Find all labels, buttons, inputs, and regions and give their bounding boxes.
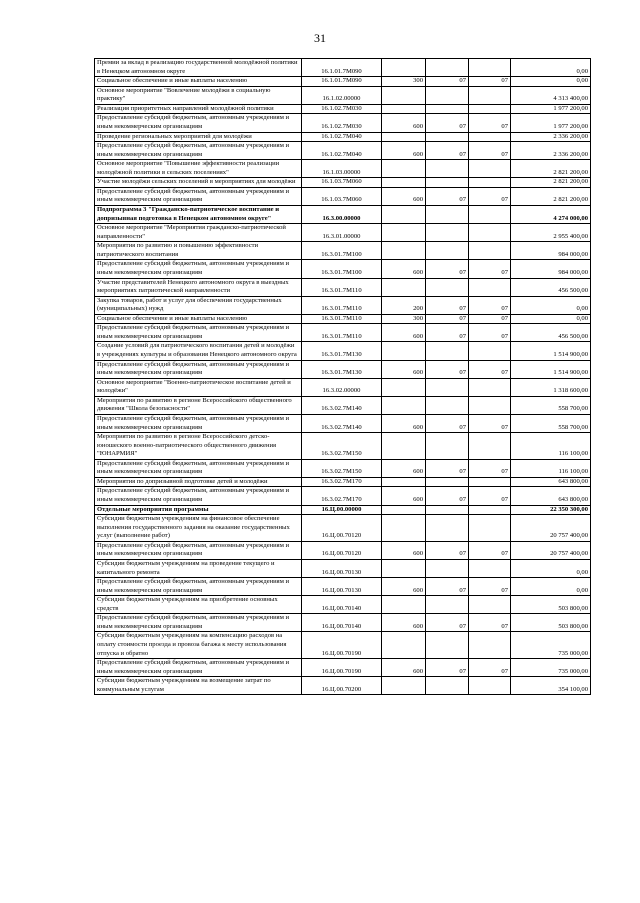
row-expense-type-cell (382, 242, 426, 260)
row-section-cell: 07 (426, 360, 469, 378)
table-row (95, 314, 591, 324)
row-subsection-cell (469, 433, 511, 460)
row-amount-cell: 503 800,00 (511, 596, 591, 614)
row-name-cell: Участие представителей Ненецкого автономного округа в выездных мероприятиях патриотической направленности (95, 278, 302, 296)
row-amount-cell: 2 336 200,00 (511, 142, 591, 160)
row-code-cell: 16.3.02.00000 (302, 378, 382, 396)
row-name-cell: Основное мероприятие "Мероприятия гражданско-патриотической направленности" (95, 224, 302, 242)
row-section-cell: 07 (426, 578, 469, 596)
row-expense-type-cell (382, 596, 426, 614)
row-section-cell: 07 (426, 296, 469, 314)
row-name-cell: Проведение региональных мероприятий для молодёжи (95, 132, 302, 142)
row-section-cell (426, 206, 469, 224)
row-section-cell (426, 160, 469, 178)
row-code-cell: 16.1.03.00000 (302, 160, 382, 178)
row-code-cell: 16.3.01.7М110 (302, 324, 382, 342)
row-subsection-cell (469, 596, 511, 614)
row-section-cell (426, 104, 469, 114)
table-row (95, 342, 591, 360)
table-row (95, 378, 591, 396)
row-amount-cell: 456 500,00 (511, 324, 591, 342)
row-code-cell: 16.1.03.7М060 (302, 178, 382, 188)
table-row (95, 160, 591, 178)
row-expense-type-cell: 600 (382, 541, 426, 559)
row-amount-cell: 2 821 200,00 (511, 178, 591, 188)
row-name-cell: Создание условий для патриотического воспитания детей и молодёжи в учреждениях культуры и образования Ненецкого автономного округа (95, 342, 302, 360)
row-subsection-cell: 07 (469, 360, 511, 378)
row-code-cell: 16.1.03.7М060 (302, 187, 382, 205)
row-code-cell: 16.3.01.7М110 (302, 314, 382, 324)
row-expense-type-cell (382, 104, 426, 114)
row-section-cell (426, 477, 469, 487)
row-section-cell (426, 86, 469, 104)
row-expense-type-cell (382, 224, 426, 242)
row-code-cell: 16.Ц.00.70190 (302, 659, 382, 677)
row-name-cell: Подпрограмма 3 "Гражданско-патриотическое воспитание и допризывная подготовка в Ненецком автономном округе" (95, 206, 302, 224)
row-code-cell: 16.3.02.7М170 (302, 487, 382, 505)
row-amount-cell: 116 100,00 (511, 459, 591, 477)
row-code-cell: 16.Ц.00.70190 (302, 632, 382, 659)
row-amount-cell: 456 500,00 (511, 278, 591, 296)
row-section-cell (426, 342, 469, 360)
row-code-cell: 16.3.01.7М130 (302, 342, 382, 360)
row-subsection-cell: 07 (469, 77, 511, 87)
row-expense-type-cell (382, 477, 426, 487)
row-amount-cell: 354 100,00 (511, 677, 591, 695)
table-row (95, 324, 591, 342)
row-section-cell (426, 378, 469, 396)
row-amount-cell: 2 336 200,00 (511, 132, 591, 142)
row-subsection-cell (469, 104, 511, 114)
row-amount-cell: 503 800,00 (511, 614, 591, 632)
row-amount-cell: 0,00 (511, 59, 591, 77)
row-section-cell (426, 515, 469, 542)
row-code-cell: 16.1.02.7М040 (302, 142, 382, 160)
row-name-cell: Премии за вклад в реализацию государственной молодёжной политики в Ненецком автономном округе (95, 59, 302, 77)
row-amount-cell: 0,00 (511, 314, 591, 324)
row-subsection-cell: 07 (469, 414, 511, 432)
row-subsection-cell (469, 632, 511, 659)
row-code-cell: 16.3.02.7М140 (302, 414, 382, 432)
row-subsection-cell (469, 86, 511, 104)
row-expense-type-cell: 600 (382, 260, 426, 278)
row-section-cell (426, 178, 469, 188)
table-row (95, 242, 591, 260)
row-name-cell: Предоставление субсидий бюджетным, автономным учреждениям и иным некоммерческим организациям (95, 260, 302, 278)
row-code-cell: 16.3.02.7М150 (302, 459, 382, 477)
row-subsection-cell: 07 (469, 541, 511, 559)
table-row (95, 632, 591, 659)
row-subsection-cell (469, 278, 511, 296)
row-section-cell: 07 (426, 142, 469, 160)
table-row (95, 59, 591, 77)
row-subsection-cell (469, 505, 511, 515)
row-expense-type-cell (382, 396, 426, 414)
table-row (95, 396, 591, 414)
row-code-cell: 16.1.01.7М090 (302, 59, 382, 77)
row-name-cell: Субсидии бюджетным учреждениям на компенсацию расходов на оплату стоимости проезда и провоза багажа к месту использования отпуска и обратно (95, 632, 302, 659)
row-amount-cell: 1 977 200,00 (511, 104, 591, 114)
row-name-cell: Мероприятия по развитию и повышению эффективности патриотического воспитания (95, 242, 302, 260)
row-section-cell (426, 132, 469, 142)
row-expense-type-cell: 300 (382, 314, 426, 324)
row-name-cell: Предоставление субсидий бюджетным, автономным учреждениям и иным некоммерческим организациям (95, 324, 302, 342)
row-expense-type-cell (382, 677, 426, 695)
row-subsection-cell (469, 224, 511, 242)
row-amount-cell: 20 757 400,00 (511, 515, 591, 542)
table-row (95, 132, 591, 142)
row-amount-cell: 643 800,00 (511, 487, 591, 505)
row-code-cell: 16.3.00.00000 (302, 206, 382, 224)
row-amount-cell: 643 800,00 (511, 477, 591, 487)
table-row (95, 487, 591, 505)
row-section-cell (426, 224, 469, 242)
row-section-cell: 07 (426, 541, 469, 559)
row-expense-type-cell: 600 (382, 578, 426, 596)
row-expense-type-cell: 600 (382, 459, 426, 477)
row-amount-cell: 1 977 200,00 (511, 114, 591, 132)
row-expense-type-cell (382, 86, 426, 104)
table-row (95, 360, 591, 378)
row-subsection-cell: 07 (469, 324, 511, 342)
table-row (95, 559, 591, 577)
row-name-cell: Основное мероприятие "Повышение эффективности реализации молодёжной политики в сельских поселениях" (95, 160, 302, 178)
table-row (95, 114, 591, 132)
row-subsection-cell (469, 342, 511, 360)
row-name-cell: Предоставление субсидий бюджетным, автономным учреждениям и иным некоммерческим организациям (95, 360, 302, 378)
row-expense-type-cell: 600 (382, 659, 426, 677)
row-code-cell: 16.1.01.7М090 (302, 77, 382, 87)
row-subsection-cell: 07 (469, 296, 511, 314)
page-number: 31 (314, 31, 326, 45)
row-code-cell: 16.3.01.7М130 (302, 360, 382, 378)
row-section-cell (426, 677, 469, 695)
row-amount-cell: 558 700,00 (511, 396, 591, 414)
table-row (95, 433, 591, 460)
row-amount-cell: 1 318 600,00 (511, 378, 591, 396)
table-row (95, 515, 591, 542)
row-code-cell: 16.1.02.7М040 (302, 132, 382, 142)
row-section-cell (426, 59, 469, 77)
row-name-cell: Предоставление субсидий бюджетным, автономным учреждениям и иным некоммерческим организациям (95, 614, 302, 632)
row-name-cell: Предоставление субсидий бюджетным, автономным учреждениям и иным некоммерческим организациям (95, 187, 302, 205)
row-section-cell (426, 505, 469, 515)
row-subsection-cell: 07 (469, 314, 511, 324)
row-amount-cell: 0,00 (511, 578, 591, 596)
row-section-cell: 07 (426, 324, 469, 342)
table-row (95, 541, 591, 559)
table-row (95, 278, 591, 296)
row-code-cell: 16.Ц.00.70130 (302, 559, 382, 577)
row-code-cell: 16.Ц.00.70140 (302, 614, 382, 632)
row-subsection-cell (469, 396, 511, 414)
row-expense-type-cell (382, 342, 426, 360)
row-name-cell: Предоставление субсидий бюджетным, автономным учреждениям и иным некоммерческим организациям (95, 578, 302, 596)
table-row (95, 77, 591, 87)
row-expense-type-cell: 600 (382, 487, 426, 505)
row-expense-type-cell (382, 505, 426, 515)
row-code-cell: 16.1.02.7М030 (302, 114, 382, 132)
row-expense-type-cell (382, 178, 426, 188)
row-subsection-cell (469, 477, 511, 487)
table-row (95, 206, 591, 224)
row-code-cell: 16.3.01.7М110 (302, 278, 382, 296)
row-section-cell: 07 (426, 187, 469, 205)
row-subsection-cell (469, 515, 511, 542)
row-section-cell (426, 596, 469, 614)
table-row (95, 224, 591, 242)
row-section-cell (426, 559, 469, 577)
row-name-cell: Предоставление субсидий бюджетным, автономным учреждениям и иным некоммерческим организациям (95, 459, 302, 477)
row-subsection-cell (469, 677, 511, 695)
row-name-cell: Социальное обеспечение и иные выплаты населению (95, 77, 302, 87)
row-expense-type-cell (382, 278, 426, 296)
row-subsection-cell (469, 178, 511, 188)
row-section-cell: 07 (426, 260, 469, 278)
row-expense-type-cell (382, 378, 426, 396)
row-code-cell: 16.Ц.00.70120 (302, 515, 382, 542)
row-section-cell (426, 242, 469, 260)
row-amount-cell: 0,00 (511, 77, 591, 87)
table-row (95, 86, 591, 104)
row-amount-cell: 0,00 (511, 559, 591, 577)
row-expense-type-cell: 600 (382, 414, 426, 432)
row-expense-type-cell: 600 (382, 360, 426, 378)
row-name-cell: Мероприятия по развитию в регионе Всероссийского общественного движения "Школа безопасности" (95, 396, 302, 414)
row-subsection-cell: 07 (469, 659, 511, 677)
row-code-cell: 16.Ц.00.70120 (302, 541, 382, 559)
row-amount-cell: 735 000,00 (511, 632, 591, 659)
table-row (95, 505, 591, 515)
row-name-cell: Участие молодёжи сельских поселений в мероприятиях для молодёжи (95, 178, 302, 188)
row-subsection-cell: 07 (469, 614, 511, 632)
row-expense-type-cell (382, 559, 426, 577)
row-name-cell: Субсидии бюджетным учреждениям на возмещение затрат по коммунальным услугам (95, 677, 302, 695)
row-code-cell: 16.Ц.00.70140 (302, 596, 382, 614)
row-name-cell: Основное мероприятие "Вовлечение молодёжи в социальную практику" (95, 86, 302, 104)
table-row (95, 614, 591, 632)
row-amount-cell: 558 700,00 (511, 414, 591, 432)
row-subsection-cell (469, 378, 511, 396)
table-row (95, 459, 591, 477)
row-code-cell: 16.3.02.7М140 (302, 396, 382, 414)
row-subsection-cell: 07 (469, 142, 511, 160)
row-name-cell: Основное мероприятие "Военно-патриотическое воспитание детей и молодёжи" (95, 378, 302, 396)
row-expense-type-cell: 300 (382, 77, 426, 87)
row-code-cell: 16.3.02.7М170 (302, 477, 382, 487)
row-name-cell: Субсидии бюджетным учреждениям на финансовое обеспечение выполнения государственного задания на оказание государственных услуг (выполнение работ) (95, 515, 302, 542)
row-expense-type-cell (382, 206, 426, 224)
row-amount-cell: 0,00 (511, 296, 591, 314)
row-section-cell: 07 (426, 659, 469, 677)
row-section-cell (426, 396, 469, 414)
row-subsection-cell: 07 (469, 487, 511, 505)
row-name-cell: Предоставление субсидий бюджетным, автономным учреждениям и иным некоммерческим организациям (95, 142, 302, 160)
row-amount-cell: 1 514 900,00 (511, 360, 591, 378)
row-subsection-cell (469, 59, 511, 77)
row-code-cell: 16.3.02.7М150 (302, 433, 382, 460)
row-amount-cell: 2 821 200,00 (511, 160, 591, 178)
row-section-cell: 07 (426, 114, 469, 132)
row-expense-type-cell: 600 (382, 114, 426, 132)
row-expense-type-cell: 600 (382, 614, 426, 632)
row-name-cell: Предоставление субсидий бюджетным, автономным учреждениям и иным некоммерческим организациям (95, 487, 302, 505)
row-amount-cell: 4 313 400,00 (511, 86, 591, 104)
table-row (95, 578, 591, 596)
row-name-cell: Субсидии бюджетным учреждениям на приобретение основных средств (95, 596, 302, 614)
row-section-cell: 07 (426, 414, 469, 432)
table-row (95, 296, 591, 314)
row-subsection-cell: 07 (469, 260, 511, 278)
table-row (95, 260, 591, 278)
row-amount-cell: 4 274 000,00 (511, 206, 591, 224)
row-section-cell: 07 (426, 77, 469, 87)
row-code-cell: 16.1.02.00000 (302, 86, 382, 104)
row-name-cell: Закупка товаров, работ и услуг для обеспечения государственных (муниципальных) нужд (95, 296, 302, 314)
row-section-cell (426, 632, 469, 659)
row-code-cell: 16.3.01.00000 (302, 224, 382, 242)
table-row (95, 187, 591, 205)
row-subsection-cell (469, 559, 511, 577)
table-row (95, 178, 591, 188)
row-expense-type-cell (382, 160, 426, 178)
table-row (95, 414, 591, 432)
row-section-cell (426, 433, 469, 460)
row-name-cell: Предоставление субсидий бюджетным, автономным учреждениям и иным некоммерческим организациям (95, 414, 302, 432)
row-expense-type-cell (382, 632, 426, 659)
row-section-cell: 07 (426, 314, 469, 324)
row-subsection-cell: 07 (469, 578, 511, 596)
row-amount-cell: 116 100,00 (511, 433, 591, 460)
row-subsection-cell: 07 (469, 459, 511, 477)
row-name-cell: Мероприятия по развитию в регионе Всероссийского детско-юношеского военно-патриотического общественного движения "ЮНАРМИЯ" (95, 433, 302, 460)
row-name-cell: Предоставление субсидий бюджетным, автономным учреждениям и иным некоммерческим организациям (95, 659, 302, 677)
row-expense-type-cell (382, 433, 426, 460)
row-name-cell: Социальное обеспечение и иные выплаты населению (95, 314, 302, 324)
row-code-cell: 16.3.01.7М110 (302, 296, 382, 314)
row-expense-type-cell (382, 59, 426, 77)
row-code-cell: 16.1.02.7М030 (302, 104, 382, 114)
row-subsection-cell (469, 242, 511, 260)
row-amount-cell: 984 000,00 (511, 242, 591, 260)
row-name-cell: Предоставление субсидий бюджетным, автономным учреждениям и иным некоммерческим организациям (95, 541, 302, 559)
table-row (95, 142, 591, 160)
row-amount-cell: 1 514 900,00 (511, 342, 591, 360)
row-code-cell: 16.3.01.7М100 (302, 242, 382, 260)
row-expense-type-cell: 200 (382, 296, 426, 314)
row-amount-cell: 2 821 200,00 (511, 187, 591, 205)
row-subsection-cell: 07 (469, 114, 511, 132)
row-subsection-cell (469, 132, 511, 142)
budget-table-body (95, 59, 591, 695)
row-section-cell: 07 (426, 614, 469, 632)
table-row (95, 104, 591, 114)
row-expense-type-cell (382, 515, 426, 542)
row-subsection-cell: 07 (469, 187, 511, 205)
row-section-cell (426, 278, 469, 296)
table-row (95, 596, 591, 614)
row-code-cell: 16.3.01.7М100 (302, 260, 382, 278)
row-amount-cell: 22 350 300,00 (511, 505, 591, 515)
row-section-cell: 07 (426, 459, 469, 477)
row-code-cell: 16.Ц.00.70200 (302, 677, 382, 695)
row-amount-cell: 735 000,00 (511, 659, 591, 677)
row-name-cell: Отдельные мероприятия программы (95, 505, 302, 515)
row-amount-cell: 20 757 400,00 (511, 541, 591, 559)
row-code-cell: 16.Ц.00.70130 (302, 578, 382, 596)
row-name-cell: Реализация приоритетных направлений молодёжной политики (95, 104, 302, 114)
row-expense-type-cell: 600 (382, 142, 426, 160)
row-subsection-cell (469, 160, 511, 178)
row-name-cell: Субсидии бюджетным учреждениям на проведение текущего и капитального ремонта (95, 559, 302, 577)
row-amount-cell: 984 000,00 (511, 260, 591, 278)
row-expense-type-cell: 600 (382, 324, 426, 342)
table-row (95, 677, 591, 695)
row-code-cell: 16.Ц.00.00000 (302, 505, 382, 515)
row-amount-cell: 2 955 400,00 (511, 224, 591, 242)
budget-table (94, 58, 591, 695)
row-name-cell: Мероприятия по допризывной подготовке детей и молодёжи (95, 477, 302, 487)
row-name-cell: Предоставление субсидий бюджетным, автономным учреждениям и иным некоммерческим организациям (95, 114, 302, 132)
row-subsection-cell (469, 206, 511, 224)
row-expense-type-cell (382, 132, 426, 142)
table-row (95, 477, 591, 487)
row-expense-type-cell: 600 (382, 187, 426, 205)
table-row (95, 659, 591, 677)
row-section-cell: 07 (426, 487, 469, 505)
